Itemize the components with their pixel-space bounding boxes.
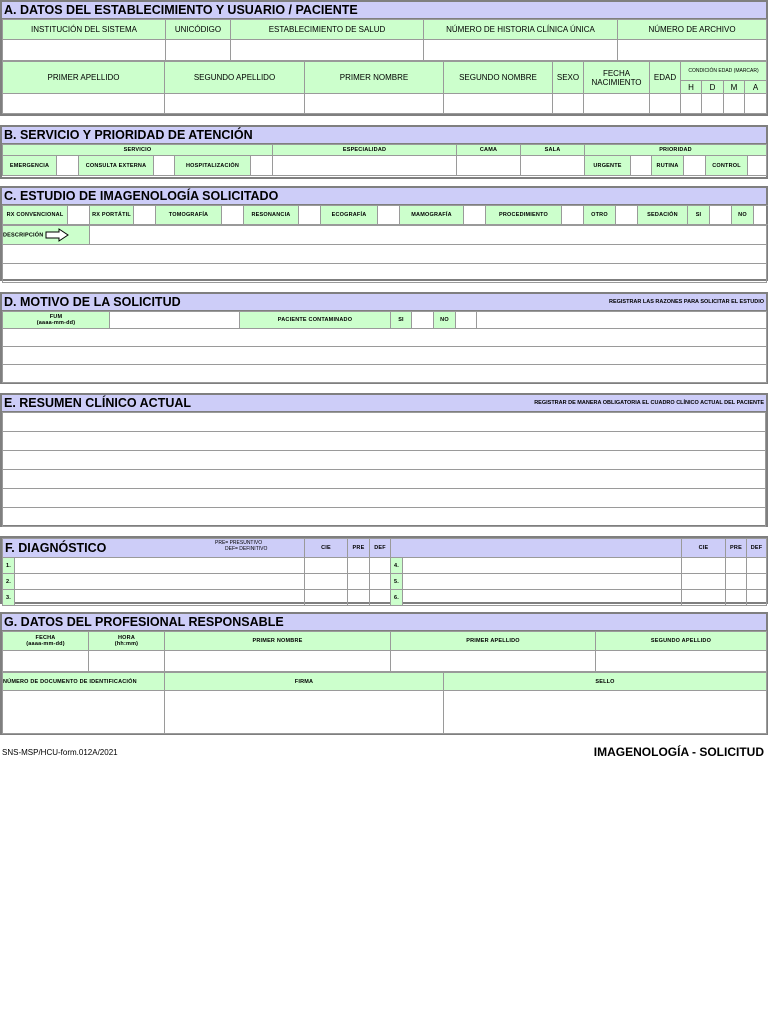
checkbox-pre-5[interactable] xyxy=(726,574,747,590)
label-sedacion: SEDACIÓN xyxy=(638,206,688,225)
label-cie-right: CIE xyxy=(682,539,726,558)
checkbox-consulta-externa[interactable] xyxy=(154,156,175,176)
field-sala[interactable] xyxy=(521,156,585,176)
label-institucion: INSTITUCIÓN DEL SISTEMA xyxy=(3,20,166,40)
field-primer-apellido[interactable] xyxy=(3,94,165,114)
field-motivo-line[interactable] xyxy=(3,347,767,365)
form-code: SNS-MSP/HCU-form.012A/2021 xyxy=(2,748,118,757)
label-segundo-apellido: SEGUNDO APELLIDO xyxy=(165,62,305,94)
label-sexo: SEXO xyxy=(553,62,584,94)
label-primer-nombre: PRIMER NOMBRE xyxy=(305,62,444,94)
checkbox-mamografia[interactable] xyxy=(464,206,486,225)
field-descripcion-line[interactable] xyxy=(3,245,767,264)
descripcion-text: DESCRIPCIÓN xyxy=(3,232,44,239)
section-d-note: REGISTRAR LAS RAZONES PARA SOLICITAR EL ESTUDIO xyxy=(608,299,764,305)
section-a-header xyxy=(2,2,766,19)
checkbox-pre-2[interactable] xyxy=(348,574,370,590)
section-a xyxy=(0,0,768,116)
field-resumen-line[interactable] xyxy=(3,451,766,470)
label-mamografia: MAMOGRAFÍA xyxy=(400,206,464,225)
checkbox-control[interactable] xyxy=(748,156,767,176)
checkbox-rx-convencional[interactable] xyxy=(68,206,90,225)
field-diagnostico-2[interactable] xyxy=(15,574,305,590)
section-c-title: C. ESTUDIO DE IMAGENOLOGÍA SOLICITADO xyxy=(4,189,279,203)
label-consulta-externa: CONSULTA EXTERNA xyxy=(79,156,154,176)
section-f-header xyxy=(3,539,305,558)
diagnostico-num-4: 4. xyxy=(391,558,403,574)
diagnostico-num-1: 1. xyxy=(3,558,15,574)
field-resumen-line[interactable] xyxy=(3,489,766,508)
form-title: IMAGENOLOGÍA - SOLICITUD xyxy=(593,745,764,759)
label-descripcion xyxy=(3,226,90,245)
diagnostico-legend xyxy=(215,540,267,552)
label-profesional-primer-nombre: PRIMER NOMBRE xyxy=(165,632,391,651)
arrow-right-icon xyxy=(45,228,69,242)
section-g-header xyxy=(2,614,766,631)
label-a: A xyxy=(745,81,767,94)
checkbox-rutina[interactable] xyxy=(684,156,706,176)
diagnostico-num-6: 6. xyxy=(391,590,403,606)
checkbox-emergencia[interactable] xyxy=(57,156,79,176)
checkbox-sedacion-si[interactable] xyxy=(710,206,732,225)
checkbox-contaminado-no[interactable] xyxy=(456,312,477,329)
checkbox-pre-4[interactable] xyxy=(726,558,747,574)
field-primer-nombre[interactable] xyxy=(305,94,444,114)
checkbox-def-2[interactable] xyxy=(370,574,391,590)
field-cie-6[interactable] xyxy=(682,590,726,606)
field-institucion[interactable] xyxy=(3,40,166,61)
fum-text: FUM xyxy=(49,314,63,320)
section-b xyxy=(0,125,768,179)
label-fecha xyxy=(3,632,89,651)
section-a-title: A. DATOS DEL ESTABLECIMIENTO Y USUARIO / PACIENTE xyxy=(4,3,358,17)
section-g-table xyxy=(2,631,767,672)
field-resumen-line[interactable] xyxy=(3,413,766,432)
field-cie-5[interactable] xyxy=(682,574,726,590)
fum-format: (aaaa-mm-dd) xyxy=(36,320,76,326)
hora-text: HORA xyxy=(118,635,135,641)
label-cama: CAMA xyxy=(457,145,521,156)
section-c xyxy=(0,186,768,281)
label-sello: SELLO xyxy=(444,673,767,691)
checkbox-pre-3[interactable] xyxy=(348,590,370,606)
field-motivo-line[interactable] xyxy=(3,329,767,347)
label-m: M xyxy=(724,81,745,94)
section-e-note: REGISTRAR DE MANERA OBLIGATORIA EL CUADRO CLÍNICO ACTUAL DEL PACIENTE xyxy=(534,400,764,406)
checkbox-hospitalizacion[interactable] xyxy=(251,156,273,176)
checkbox-def-1[interactable] xyxy=(370,558,391,574)
label-segundo-nombre: SEGUNDO NOMBRE xyxy=(444,62,553,94)
section-a-table-2 xyxy=(2,61,767,114)
label-ecografia: ECOGRAFÍA xyxy=(321,206,378,225)
fecha-format: (aaaa-mm-dd) xyxy=(26,641,65,647)
field-diagnostico-4[interactable] xyxy=(403,558,682,574)
section-c-header xyxy=(2,188,766,205)
field-segundo-nombre[interactable] xyxy=(444,94,553,114)
label-d: D xyxy=(702,81,724,94)
label-rx-portatil: RX PORTÁTIL xyxy=(90,206,134,225)
section-e-header xyxy=(2,395,766,412)
field-profesional-segundo-apellido[interactable] xyxy=(596,651,767,672)
label-hospitalizacion: HOSPITALIZACIÓN xyxy=(175,156,251,176)
field-resumen-line[interactable] xyxy=(3,470,766,489)
section-e-table xyxy=(2,412,766,527)
checkbox-sedacion-no[interactable] xyxy=(754,206,768,225)
field-firma[interactable] xyxy=(165,691,444,734)
checkbox-tomografia[interactable] xyxy=(222,206,244,225)
label-profesional-segundo-apellido: SEGUNDO APELLIDO xyxy=(596,632,767,651)
field-cama[interactable] xyxy=(457,156,521,176)
field-cie-4[interactable] xyxy=(682,558,726,574)
label-tomografia: TOMOGRAFÍA xyxy=(156,206,222,225)
label-resonancia: RESONANCIA xyxy=(244,206,299,225)
field-fecha[interactable] xyxy=(3,651,89,672)
section-b-header xyxy=(2,127,766,144)
section-c-table xyxy=(2,205,768,225)
field-descripcion[interactable] xyxy=(90,226,767,245)
checkbox-def-5[interactable] xyxy=(747,574,767,590)
section-g xyxy=(0,612,768,735)
field-descripcion-line[interactable] xyxy=(3,264,767,283)
field-motivo-line[interactable] xyxy=(3,365,767,383)
field-motivo-extra[interactable] xyxy=(477,312,767,329)
label-def-right: DEF xyxy=(747,539,767,558)
diagnostico-num-3: 3. xyxy=(3,590,15,606)
label-profesional-primer-apellido: PRIMER APELLIDO xyxy=(391,632,596,651)
label-servicio: SERVICIO xyxy=(3,145,273,156)
label-hora xyxy=(89,632,165,651)
label-def-left: DEF xyxy=(370,539,391,558)
field-diagnostico-6[interactable] xyxy=(403,590,682,606)
field-profesional-primer-apellido[interactable] xyxy=(391,651,596,672)
section-f-table xyxy=(2,538,767,606)
field-numero-archivo[interactable] xyxy=(618,40,767,61)
field-sello[interactable] xyxy=(444,691,767,734)
legend-definitivo: DEF= DEFINITIVO xyxy=(225,546,268,552)
section-d xyxy=(0,292,768,384)
label-sedacion-no: NO xyxy=(732,206,754,225)
field-diagnostico-3[interactable] xyxy=(15,590,305,606)
label-emergencia: EMERGENCIA xyxy=(3,156,57,176)
field-cie-3[interactable] xyxy=(305,590,348,606)
label-condicion-edad: CONDICIÓN EDAD (MARCAR) xyxy=(681,62,767,81)
checkbox-contaminado-si[interactable] xyxy=(412,312,434,329)
field-diagnostico-1[interactable] xyxy=(15,558,305,574)
section-e-title: E. RESUMEN CLÍNICO ACTUAL xyxy=(4,396,192,410)
label-rutina: RUTINA xyxy=(652,156,684,176)
label-control: CONTROL xyxy=(706,156,748,176)
field-establecimiento[interactable] xyxy=(231,40,424,61)
checkbox-a[interactable] xyxy=(745,94,767,114)
label-numero-archivo: NÚMERO DE ARCHIVO xyxy=(618,20,767,40)
checkbox-m[interactable] xyxy=(724,94,745,114)
section-g-title: G. DATOS DEL PROFESIONAL RESPONSABLE xyxy=(4,615,284,629)
section-f-header-right xyxy=(391,539,682,558)
diagnostico-num-5: 5. xyxy=(391,574,403,590)
label-cie-left: CIE xyxy=(305,539,348,558)
checkbox-h[interactable] xyxy=(681,94,702,114)
legend-presuntivo: PRE= PRESUNTIVO xyxy=(215,540,263,546)
label-documento-identificacion: NÚMERO DE DOCUMENTO DE IDENTIFICACIÓN xyxy=(3,673,165,691)
checkbox-otro[interactable] xyxy=(616,206,638,225)
label-especialidad: ESPECIALIDAD xyxy=(273,145,457,156)
field-especialidad[interactable] xyxy=(273,156,457,176)
checkbox-def-4[interactable] xyxy=(747,558,767,574)
section-g-table-2 xyxy=(2,672,767,734)
field-documento-identificacion[interactable] xyxy=(3,691,165,734)
section-f xyxy=(0,536,768,604)
section-d-header xyxy=(2,294,766,311)
fecha-text: FECHA xyxy=(35,635,56,641)
label-unicodigo: UNICÓDIGO xyxy=(166,20,231,40)
checkbox-rx-portatil[interactable] xyxy=(134,206,156,225)
checkbox-def-3[interactable] xyxy=(370,590,391,606)
label-rx-convencional: RX CONVENCIONAL xyxy=(3,206,68,225)
label-fecha-nacimiento: FECHA NACIMIENTO xyxy=(584,62,650,94)
label-historia-clinica: NÚMERO DE HISTORIA CLÍNICA ÚNICA xyxy=(424,20,618,40)
label-h: H xyxy=(681,81,702,94)
field-profesional-primer-nombre[interactable] xyxy=(165,651,391,672)
field-historia-clinica[interactable] xyxy=(424,40,618,61)
field-hora[interactable] xyxy=(89,651,165,672)
label-edad: EDAD xyxy=(650,62,681,94)
label-contaminado-no: NO xyxy=(434,312,456,329)
section-a-table xyxy=(2,19,767,61)
hora-format: (hh:mm) xyxy=(114,641,139,647)
field-segundo-apellido[interactable] xyxy=(165,94,305,114)
label-paciente-contaminado: PACIENTE CONTAMINADO xyxy=(240,312,391,329)
section-b-table xyxy=(2,144,767,176)
field-unicodigo[interactable] xyxy=(166,40,231,61)
section-e xyxy=(0,393,768,527)
field-cie-2[interactable] xyxy=(305,574,348,590)
label-procedimiento: PROCEDIMIENTO xyxy=(486,206,562,225)
label-sedacion-si: SI xyxy=(688,206,710,225)
label-urgente: URGENTE xyxy=(585,156,631,176)
checkbox-d[interactable] xyxy=(702,94,724,114)
label-fum xyxy=(3,312,110,329)
field-resumen-line[interactable] xyxy=(3,508,766,527)
label-establecimiento: ESTABLECIMIENTO DE SALUD xyxy=(231,20,424,40)
checkbox-procedimiento[interactable] xyxy=(562,206,584,225)
diagnostico-num-2: 2. xyxy=(3,574,15,590)
field-sexo[interactable] xyxy=(553,94,584,114)
checkbox-def-6[interactable] xyxy=(747,590,767,606)
checkbox-resonancia[interactable] xyxy=(299,206,321,225)
field-cie-1[interactable] xyxy=(305,558,348,574)
section-d-table xyxy=(2,311,767,383)
label-sala: SALA xyxy=(521,145,585,156)
section-f-title: F. DIAGNÓSTICO xyxy=(5,541,107,555)
label-primer-apellido: PRIMER APELLIDO xyxy=(3,62,165,94)
field-resumen-line[interactable] xyxy=(3,432,766,451)
section-b-title: B. SERVICIO Y PRIORIDAD DE ATENCIÓN xyxy=(4,128,253,142)
checkbox-ecografia[interactable] xyxy=(378,206,400,225)
checkbox-urgente[interactable] xyxy=(631,156,652,176)
checkbox-pre-1[interactable] xyxy=(348,558,370,574)
label-prioridad: PRIORIDAD xyxy=(585,145,767,156)
label-firma: FIRMA xyxy=(165,673,444,691)
checkbox-pre-6[interactable] xyxy=(726,590,747,606)
label-contaminado-si: SI xyxy=(391,312,412,329)
section-c-desc-table xyxy=(2,225,767,283)
section-d-title: D. MOTIVO DE LA SOLICITUD xyxy=(4,295,181,309)
field-edad[interactable] xyxy=(650,94,681,114)
field-diagnostico-5[interactable] xyxy=(403,574,682,590)
label-pre-right: PRE xyxy=(726,539,747,558)
label-pre-left: PRE xyxy=(348,539,370,558)
label-otro: OTRO xyxy=(584,206,616,225)
field-fecha-nacimiento[interactable] xyxy=(584,94,650,114)
field-fum[interactable] xyxy=(110,312,240,329)
